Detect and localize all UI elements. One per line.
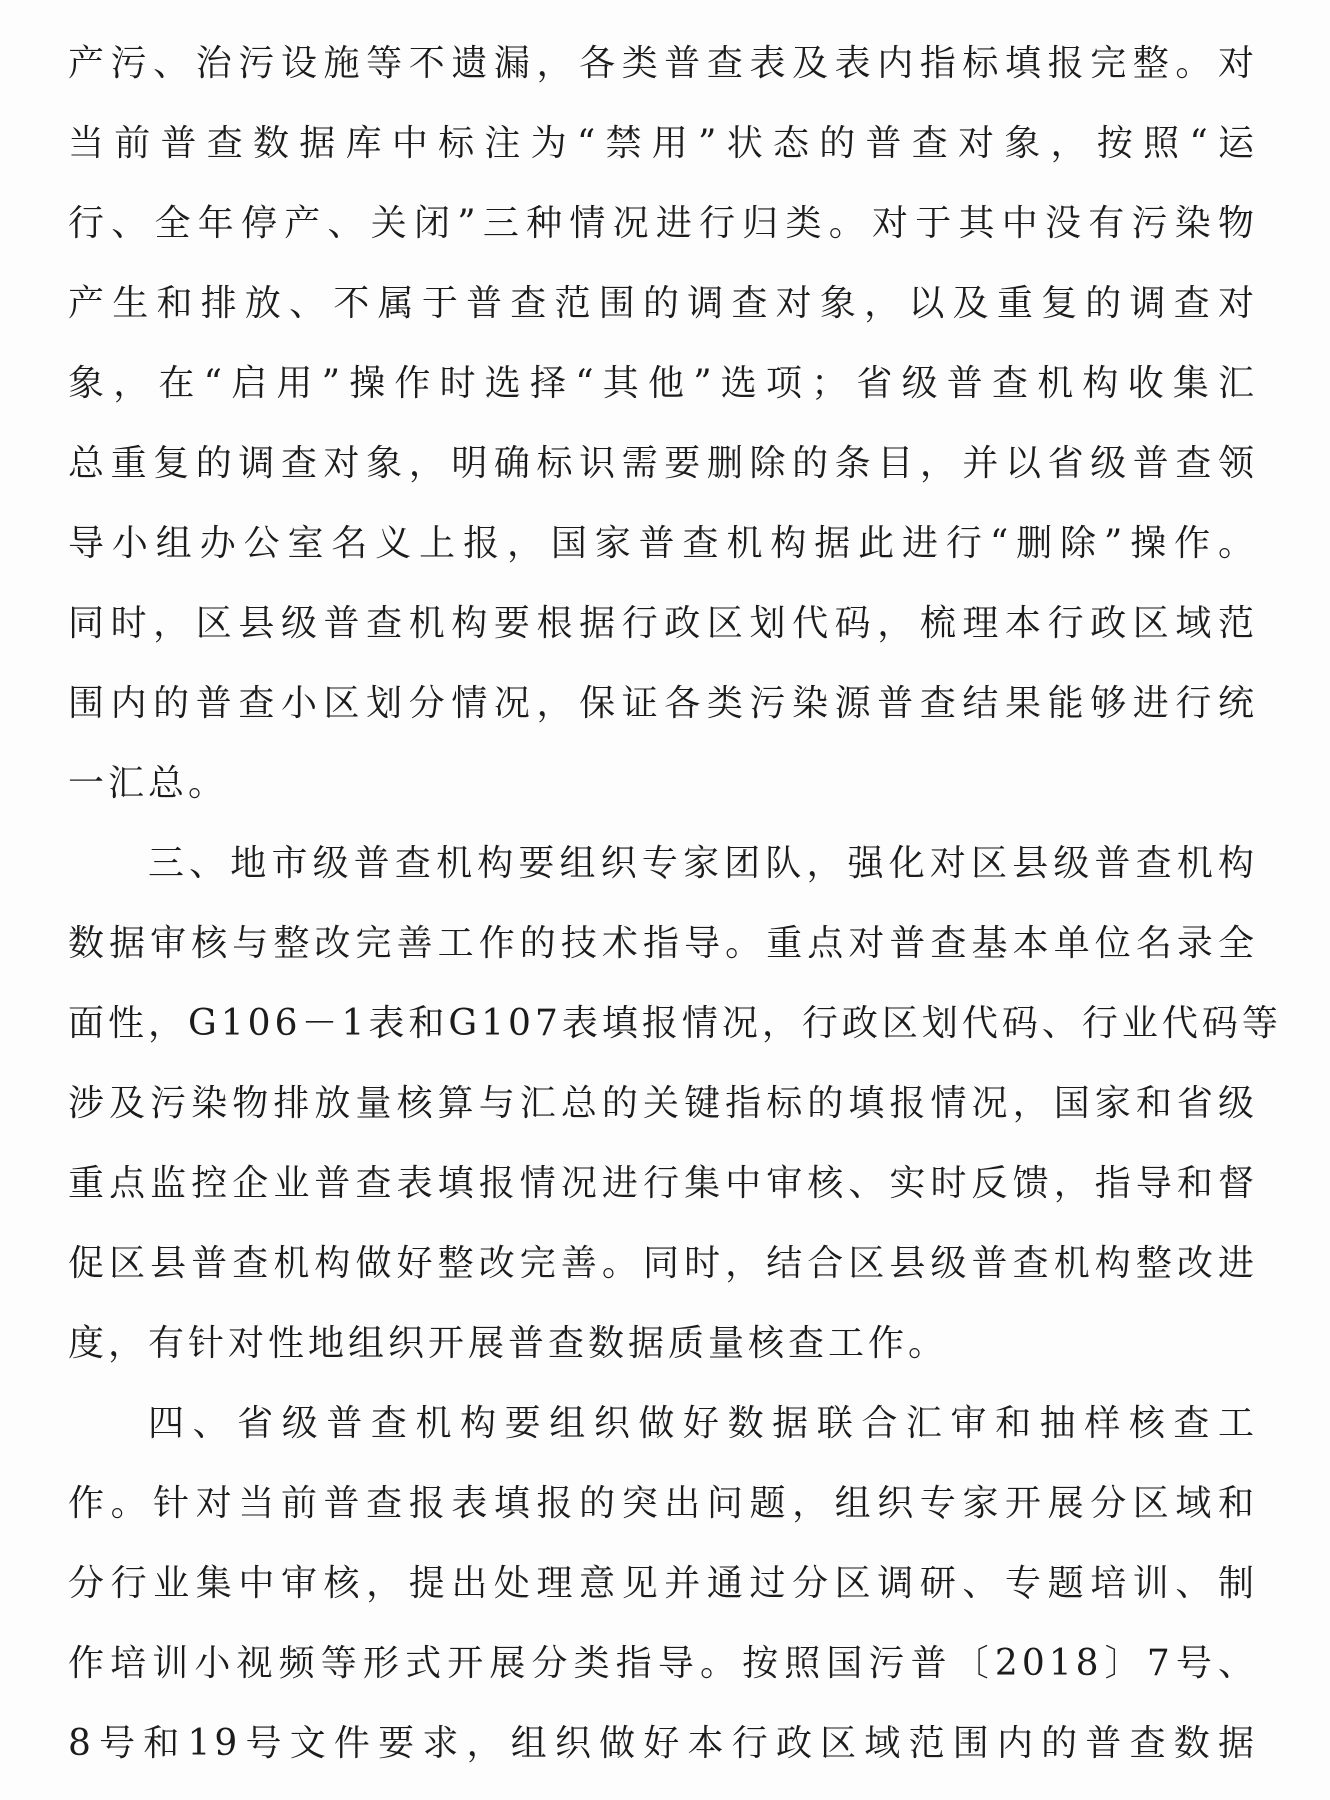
text-line: 作。针对当前普查报表填报的突出问题，组织专家开展分区域和 <box>68 1483 1258 1524</box>
text-line: 象，在“启用”操作时选择“其他”选项；省级普查机构收集汇 <box>68 363 1258 404</box>
text-line: 重点监控企业普查表填报情况进行集中审核、实时反馈，指导和督 <box>68 1163 1258 1204</box>
text-line: 面性，G106－1表和G107表填报情况，行政区划代码、行业代码等 <box>68 1003 1282 1044</box>
text-line: 一汇总。 <box>68 763 229 804</box>
text-line: 分行业集中审核，提出处理意见并通过分区调研、专题培训、制 <box>68 1563 1258 1604</box>
text-line: 涉及污染物排放量核算与汇总的关键指标的填报情况，国家和省级 <box>68 1083 1258 1124</box>
text-line: 产污、治污设施等不遗漏，各类普查表及表内指标填报完整。对 <box>68 43 1258 84</box>
section-three-heading-line: 三、地市级普查机构要组织专家团队，强化对区县级普查机构 <box>148 843 1258 884</box>
text-line: 围内的普查小区划分情况，保证各类污染源普查结果能够进行统 <box>68 683 1258 724</box>
text-line: 8号和19号文件要求，组织做好本行政区域范围内的普查数据 <box>68 1723 1258 1764</box>
text-line: 产生和排放、不属于普查范围的调查对象，以及重复的调查对 <box>68 283 1258 324</box>
section-four-heading-line: 四、省级普查机构要组织做好数据联合汇审和抽样核查工 <box>148 1403 1258 1444</box>
text-line: 数据审核与整改完善工作的技术指导。重点对普查基本单位名录全 <box>68 923 1258 964</box>
text-line: 总重复的调查对象，明确标识需要删除的条目，并以省级普查领 <box>68 443 1258 484</box>
text-line: 导小组办公室名义上报，国家普查机构据此进行“删除”操作。 <box>68 523 1258 564</box>
text-line: 促区县普查机构做好整改完善。同时，结合区县级普查机构整改进 <box>68 1243 1258 1284</box>
body-text <box>68 24 1282 1784</box>
text-line: 同时，区县级普查机构要根据行政区划代码，梳理本行政区域范 <box>68 603 1258 644</box>
text-line: 度，有针对性地组织开展普查数据质量核查工作。 <box>68 1323 949 1364</box>
text-line: 当前普查数据库中标注为“禁用”状态的普查对象，按照“运 <box>68 123 1258 164</box>
text-line: 作培训小视频等形式开展分类指导。按照国污普〔2018〕7号、 <box>68 1643 1258 1684</box>
text-line: 行、全年停产、关闭”三种情况进行归类。对于其中没有污染物 <box>68 203 1258 244</box>
